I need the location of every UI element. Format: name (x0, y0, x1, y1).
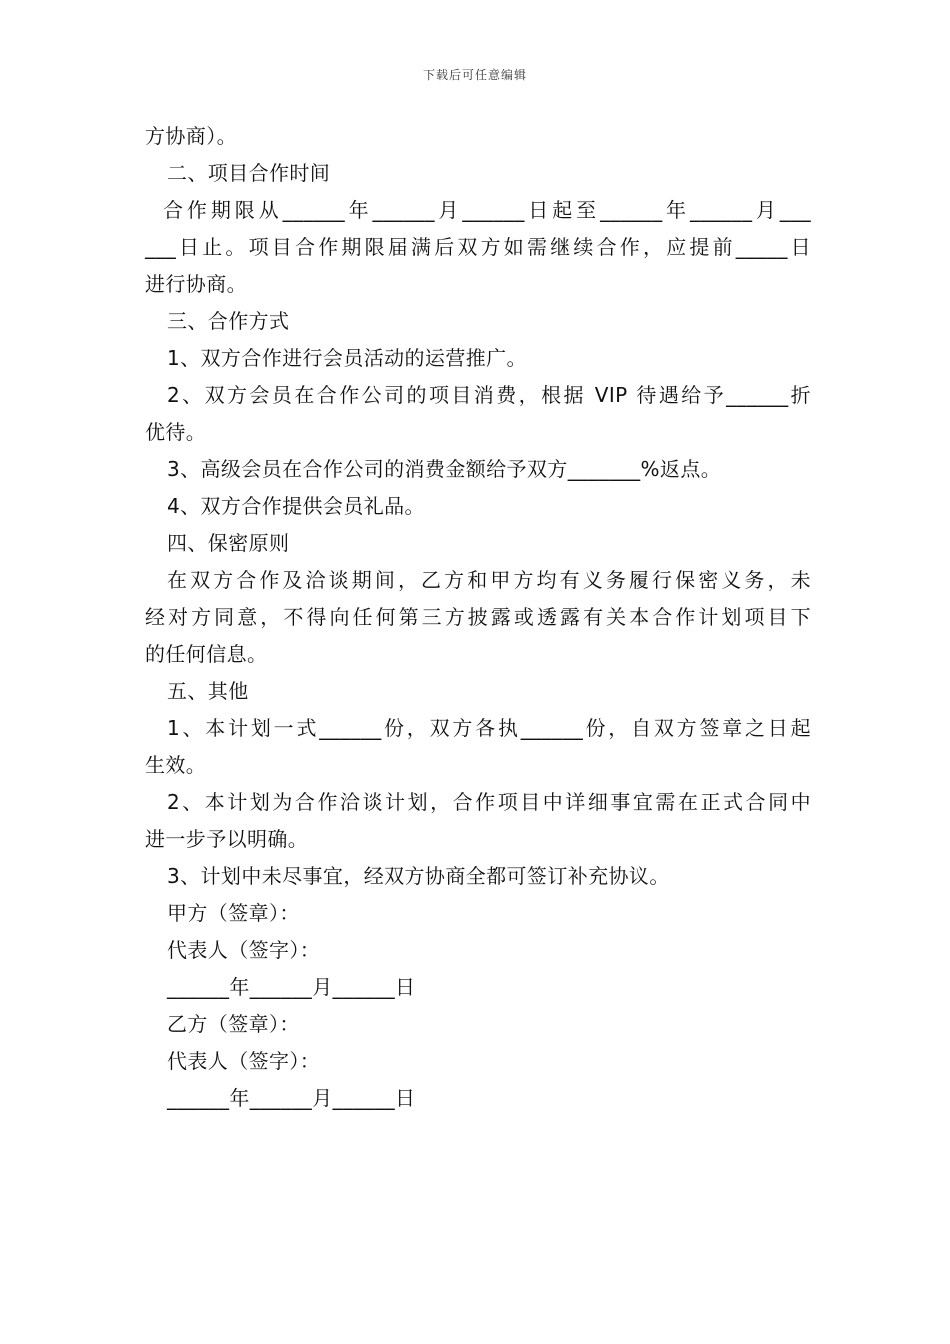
list-item: 3、计划中未尽事宜，经双方协商全都可签订补充协议。 (167, 864, 670, 888)
list-item: 2、本计划为合作洽谈计划，合作项目中详细事宜需在正式合同中 (167, 790, 811, 814)
paragraph-line: 进一步予以明确。 (145, 827, 309, 851)
paragraph-line: 合作期限从______年______月______日起至______年______月___ (163, 198, 811, 222)
paragraph-line: 生效。 (145, 753, 207, 777)
paragraph-line: 方协商）。 (145, 124, 237, 148)
paragraph-line: 优待。 (145, 420, 207, 444)
party-b-date-line: ______年______月______日 (167, 1086, 416, 1110)
list-item: 3、高级会员在合作公司的消费金额给予双方_______%返点。 (167, 457, 722, 481)
section-heading-other: 五、其他 (167, 679, 249, 703)
section-heading-time: 二、项目合作时间 (167, 161, 331, 185)
party-a-seal-label: 甲方（签章）： (167, 901, 300, 925)
paragraph-line: 的任何信息。 (145, 642, 268, 666)
list-item: 1、本计划一式______份，双方各执______份，自双方签章之日起 (167, 716, 811, 740)
paragraph-line: 在双方合作及洽谈期间，乙方和甲方均有义务履行保密义务，未 (167, 568, 811, 592)
party-b-seal-label: 乙方（签章）： (167, 1012, 300, 1036)
paragraph-line: 进行协商。 (145, 272, 247, 296)
list-item: 4、双方合作提供会员礼品。 (167, 494, 425, 518)
document-body (145, 118, 811, 1117)
section-heading-confidentiality: 四、保密原则 (167, 531, 290, 555)
list-item: 2、双方会员在合作公司的项目消费，根据 VIP 待遇给予______折 (167, 383, 811, 407)
header-note: 下载后可任意编辑 (422, 68, 527, 82)
paragraph-line: 经对方同意，不得向任何第三方披露或透露有关本合作计划项目下 (145, 605, 811, 629)
section-heading-method: 三、合作方式 (167, 309, 290, 333)
list-item: 1、双方合作进行会员活动的运营推广。 (167, 346, 527, 370)
party-a-date-line: ______年______月______日 (167, 975, 416, 999)
paragraph-line: ___日止。项目合作期限届满后双方如需继续合作，应提前_____日 (145, 235, 811, 259)
party-b-representative-label: 代表人（签字）： (167, 1049, 321, 1073)
party-a-representative-label: 代表人（签字）： (167, 938, 321, 962)
